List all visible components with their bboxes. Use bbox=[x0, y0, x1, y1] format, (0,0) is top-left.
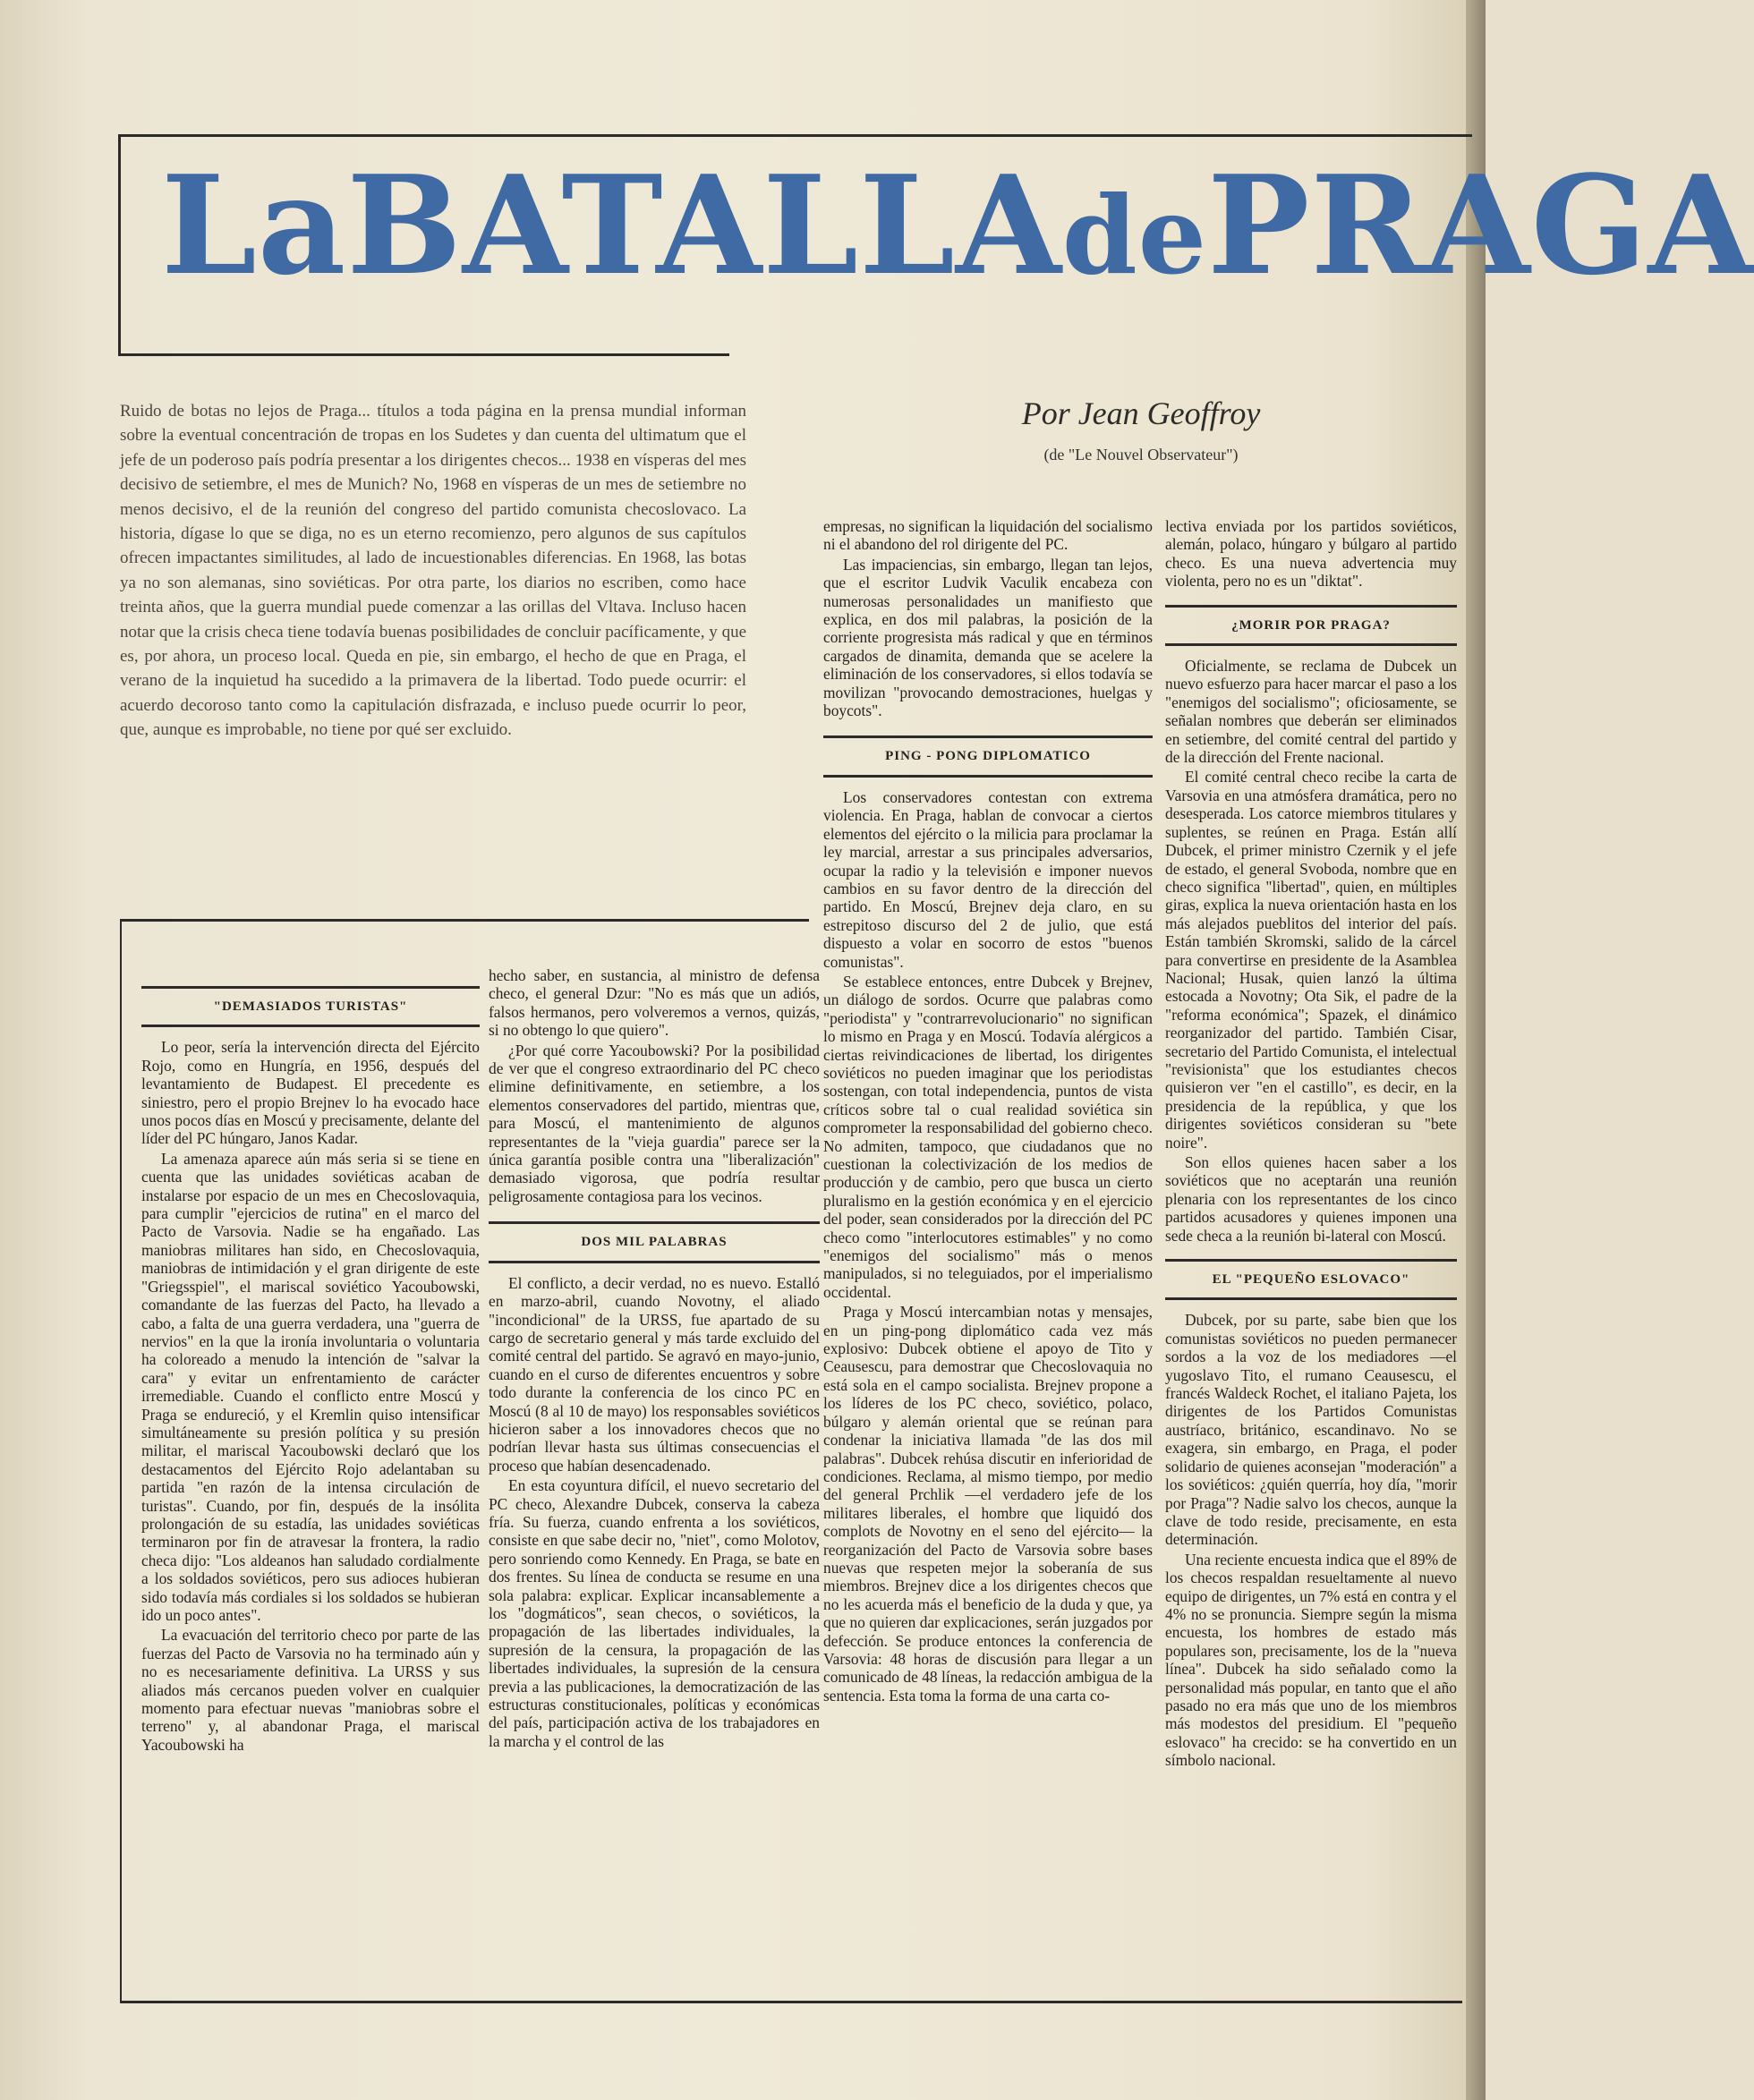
paragraph: Las impaciencias, sin embargo, llegan tan lejos, que el escritor Ludvik Vaculik encabeza con numerosas personalidades un manifiesto que explica, en dos mil palabras, la posición de la corriente progresista más radical y que en términos cargados de dinamita, demanda que se acelere la eliminación de los conservadores, si ellos todavía se movilizan "provocando demostraciones, huelgas y boycots". bbox=[823, 555, 1153, 720]
headline-batalla: BATALLA bbox=[346, 145, 1062, 305]
intro-paragraph: Ruido de botas no lejos de Praga... títulos a toda página en la prensa mundial informan sobre la eventual concentración de tropas en los Sudetes y dan cuenta del ultimatum que el jefe de un poderoso país podría presentar a los dirigentes checos... 1938 en vísperas del mes decisivo de setiembre, el mes de Munich? No, 1968 en vísperas de un mes de setiembre no menos decisivo, el de la reunión del congreso del partido comunista checoslovaco. La historia, dígase lo que se diga, no es un eterno recomienzo, pero algunos de sus capítulos ofrecen impactantes similitudes, al lado de incuestionables diferencias. En 1968, las botas ya no son alemanas, sino soviéticas. Por otra parte, los diarios no escriben, como hace treinta años, que la guerra mundial puede comenzar a las orillas del Vltava. Incluso hacen notar que la crisis checa tiene todavía buenas posibilidades de concluir pacíficamente, y que es, por ahora, un proceso local. Queda en pie, sin embargo, el hecho de que en Praga, el verano de la inquietud ha sucedido a la primavera de la libertad. Todo puede ocurrir: el acuerdo decoroso tanto como la capitulación disfrazada, e incluso puede ocurrir lo peor, que, aunque es improbable, no tiene por qué ser excluido. bbox=[120, 402, 746, 740]
paragraph: Oficialmente, se reclama de Dubcek un nuevo esfuerzo para hacer marcar el paso a los "enemigos del socialismo"; oficiosamente, se señalan nombres que deberán ser eliminados en setiembre, del comité central del partido y de la dirección del Frente nacional. bbox=[1165, 657, 1457, 767]
paragraph: Se establece entonces, entre Dubcek y Brejnev, un diálogo de sordos. Ocurre que palabras como "periodista" y "contrarrevolucionario" no significan lo mismo en Praga y en Moscú. Todavía alérgicos a ciertas reivindicaciones de libertad, los dirigentes soviéticos no pueden imaginar que los periodistas sostengan, con total independencia, puntos de vista críticos sobre tal o cual realidad soviética sin comprometer la responsabilidad del gobierno checo. No admiten, tampoco, que ciudadanos que no cuestionan la colectivización de los medios de producción y de cambio, pero que busca un cierto pluralismo en la gestión económica y en el ejercicio del poder, sean considerados por la dirección del PC checo como "interlocutores estimables" y no como "enemigos del socialismo" más o menos manipulados, si no teleguiados, por el imperialismo occidental. bbox=[823, 972, 1153, 1301]
paragraph: Una reciente encuesta indica que el 89% de los checos respaldan resueltamente al nuevo equipo de dirigentes, un 7% está en contra y el 4% no se pronuncia. Siempre según la misma encuesta, los hombres de estado más populares son, precisamente, los de la "nueva línea". Dubcek ha sido señalado como la personalidad más popular, en tanto que el año pasado no era más que uno de los miembros más modestos del presidium. El "pequeño eslovaco" ha crecido: se ha convertido en un símbolo nacional. bbox=[1165, 1550, 1457, 1770]
headline-de: de bbox=[1061, 173, 1208, 299]
section-heading: DOS MIL PALABRAS bbox=[489, 1221, 820, 1263]
section-heading: ¿MORIR POR PRAGA? bbox=[1165, 605, 1457, 646]
author-name: Por Jean Geoffroy bbox=[1021, 395, 1261, 431]
paragraph: La evacuación del territorio checo por parte de las fuerzas del Pacto de Varsovia no ha terminado aún y no es necesariamente definitiva. La URSS y sus aliados más cercanos pueden volver en cualquier momento para efectuar nuevas "maniobras sobre el terreno" y, al abandonar Praga, el mariscal Yacoubowski ha bbox=[141, 1626, 480, 1754]
paragraph: La amenaza aparece aún más seria si se tiene en cuenta que las unidades soviéticas acaban de instalarse por espacio de un mes en Checoslovaquia, para cumplir "ejercicios de rutina" en el marco del Pacto de Varsovia. Nadie se ha engañado. Las maniobras militares han sido, en Checoslovaquia, maniobras de intimidación y el gran dirigente de este "Griegsspiel", el mariscal soviético Yacoubowski, comandante de las fuerzas del Pacto, ha llevado a cabo, a falta de una guerra verdadera, una "guerra de nervios" en la que la ironía involuntaria o voluntaria ha coloreado a menudo la intención de "salvar la cara" y evitar un enfrentamiento de carácter irremediable. Cuando el conflicto entre Moscú y Praga se endureció, y el Kremlin quiso intensificar simultáneamente su presión política y su presión militar, el mariscal Yacoubowski declaró que los destacamentos del Ejército Rojo adelantaban su partida "en razón de la intensa circulación de turistas". Cuando, por fin, después de la insólita prolongación de su estadía, las unidades soviéticas terminaron por fin de atravesar la frontera, la radio checa dijo: "Los aldeanos han saludado cordialmente a los soldados soviéticos, pero sus adioces hubieran sido todavía más cordiales si los soldados se hubieran ido un poco antes". bbox=[141, 1149, 480, 1624]
paragraph: Praga y Moscú intercambian notas y mensajes, en un ping-pong diplomático cada vez más explosivo: Dubcek obtiene el apoyo de Tito y Ceausescu, para demostrar que Checoslovaquia no está sola en el campo socialista. Brejnev propone a los líderes de los PC checo, soviético, polaco, búlgaro y alemán oriental que se reúnan para condenar la iniciativa llamada "de las dos mil palabras". Dubcek rehúsa discutir en inferioridad de condiciones. Reclama, al mismo tiempo, por medio del general Prchlik —el verdadero jefe de los militares liberales, el hombre que liquidó dos complots de Novotny en el seno del ejército— la reorganización del Pacto de Varsovia sobre bases nuevas que respeten mejor la soberanía de sus miembros. Brejnev dice a los dirigentes checos que no les acuerda más el beneficio de la duda y que, ya que no quieren dar explicaciones, serán juzgados por defección. Se produce entonces la conferencia de Varsovia: 48 horas de discusión para llegar a un comunicado de 48 líneas, la redacción ambigua de la sentencia. Esta toma la forma de una carta co- bbox=[823, 1303, 1153, 1705]
column-4 bbox=[1165, 517, 1457, 1992]
headline-la: La bbox=[161, 145, 347, 305]
paragraph: El comité central checo recibe la carta de Varsovia en una atmósfera dramática, pero no desesperada. Los catorce miembros titulares y suplentes, se reúnen en Praga. Están allí Dubcek, el primer ministro Czernik y el jefe de estado, el general Svoboda, nombre que en checo significa "libertad", quien, en múltiples giras, explica la nueva orientación hasta en los más alejados pueblitos del interior del país. Están también Skromski, salido de la cárcel para convertirse en presidente de la Asamblea Nacional; Husak, quien lanzó la última estocada a Novotny; Ota Sik, el padre de la "reforma económica"; Spazek, el dinámico reorganizador del partido. También Cisar, secretario del Partido Comunista, el intelectual "revisionista" que los estudiantes checos quisieron ver "en el castillo", es decir, en la presidencia de la república, y que los dirigentes soviéticos consideran su "bete noire". bbox=[1165, 768, 1457, 1152]
box-rule-top bbox=[120, 919, 809, 922]
byline bbox=[940, 394, 1342, 467]
section-heading: EL "PEQUEÑO ESLOVACO" bbox=[1165, 1259, 1457, 1300]
column-2 bbox=[489, 966, 820, 1992]
section-heading: "DEMASIADOS TURISTAS" bbox=[141, 986, 480, 1027]
paragraph: ¿Por qué corre Yacoubowski? Por la posibilidad de ver que el congreso extraordinario del PC checo elimine definitivamente, en setiembre, a los elementos conservadores del partido, mientras que, para Moscú, el mantenimiento de algunos representantes de la "vieja guardia" parece ser la única garantía posible contra una "liberalización" demasiado vigorosa, que podría resultar peligrosamente contagiosa para los vecinos. bbox=[489, 1041, 820, 1205]
paragraph: hecho saber, en sustancia, al ministro de defensa checo, el general Dzur: "No es más que un adiós, falsos hermanos, pero volveremos a vernos, quizás, si no obtengo lo que quiero". bbox=[489, 966, 820, 1040]
section-heading: PING - PONG DIPLOMATICO bbox=[823, 735, 1153, 777]
paragraph: Dubcek, por su parte, sabe bien que los comunistas soviéticos no pueden permanecer sordos a la voz de los mediadores —el yugoslavo Tito, el rumano Ceausescu, el francés Waldeck Rochet, el italiano Pajeta, los dirigentes de los Partidos Comunistas austríaco, británico, escandinavo. No se exagera, sin embargo, en Praga, el poder solidario de quienes aconsejan "moderación" a los soviéticos: ¿quién querría, hoy día, "morir por Praga"? Nadie salvo los checos, aunque la clave de todo reside, precisamente, en esta determinación. bbox=[1165, 1311, 1457, 1549]
paragraph: Los conservadores contestan con extrema violencia. En Praga, hablan de convocar a ciertos elementos del ejército o la milicia para proclamar la ley marcial, arrestar a sus principales adversarios, ocupar la radio y la televisión e imponer nuevos cambios en su favor dentro de la dirección del partido. En Moscú, Brejnev deja claro, en su estrepitoso discurso del 2 de julio, que está dispuesto a volar en socorro de estos "buenos comunistas". bbox=[823, 787, 1153, 971]
headline-praga: PRAGA bbox=[1207, 145, 1754, 305]
box-rule-bottom bbox=[120, 2001, 1462, 2003]
column-1 bbox=[141, 981, 480, 1992]
paragraph: Lo peor, sería la intervención directa del Ejército Rojo, como en Hungría, en 1956, después del levantamiento de Budapest. El precedente es siniestro, pero el propio Brejnev lo ha evocado hace unos pocos días en Moscú y precisamente, delante del líder del PC húngaro, Janos Kadar. bbox=[141, 1038, 480, 1148]
paragraph: empresas, no significan la liquidación del socialismo ni el abandono del rol dirigente del PC. bbox=[823, 517, 1153, 554]
source-note: (de "Le Nouvel Observateur") bbox=[1043, 446, 1239, 463]
box-rule-left bbox=[120, 919, 122, 2002]
paragraph: En esta coyuntura difícil, el nuevo secretario del PC checo, Alexandre Dubcek, conserva la cabeza fría. Su fuerza, cuando enfrenta a los soviéticos, consiste en que sabe decir no, "niet", como Molotov, pero sonriendo como Kennedy. En Praga, se bate en dos frentes. Su línea de conducta se resume en una sola palabra: explicar. Explicar incansablemente a los "dogmáticos", sean checos, o soviéticos, la propagación de las libertades individuales, la supresión de la censura, la propagación de las libertades individuales, la supresión de la censura previa a las publicaciones, la democratización de las estructuras constitucionales, políticas y económicas del país, participación activa de los trabajadores en la marcha y el control de las bbox=[489, 1476, 820, 1750]
paragraph: Son ellos quienes hacen saber a los soviéticos que no aceptarán una reunión plenaria con los representantes de los cinco partidos acusadores y quienes imponen una sede checa a la reunión bi-lateral con Moscú. bbox=[1165, 1153, 1457, 1245]
headline bbox=[161, 145, 1754, 305]
paragraph: El conflicto, a decir verdad, no es nuevo. Estalló en marzo-abril, cuando Novotny, el aliado "incondicional" de la URSS, fue apartado de su cargo de secretario general y más tarde excluido del comité central del partido. Se agravó en mayo-junio, cuando en el curso de diferentes encuentros y sobre todo durante la conferencia de los cinco PC en Moscú (8 al 10 de mayo) los responsables soviéticos hicieron saber a los innovadores checos que no podrían llevar hasta sus últimas consecuencias el proceso que habían desencadenado. bbox=[489, 1273, 820, 1475]
paragraph: lectiva enviada por los partidos soviéticos, alemán, polaco, húngaro y búlgaro al partido checo. Es una nueva advertencia muy violenta, pero no es un "diktat". bbox=[1165, 517, 1457, 591]
column-3 bbox=[823, 517, 1153, 1992]
